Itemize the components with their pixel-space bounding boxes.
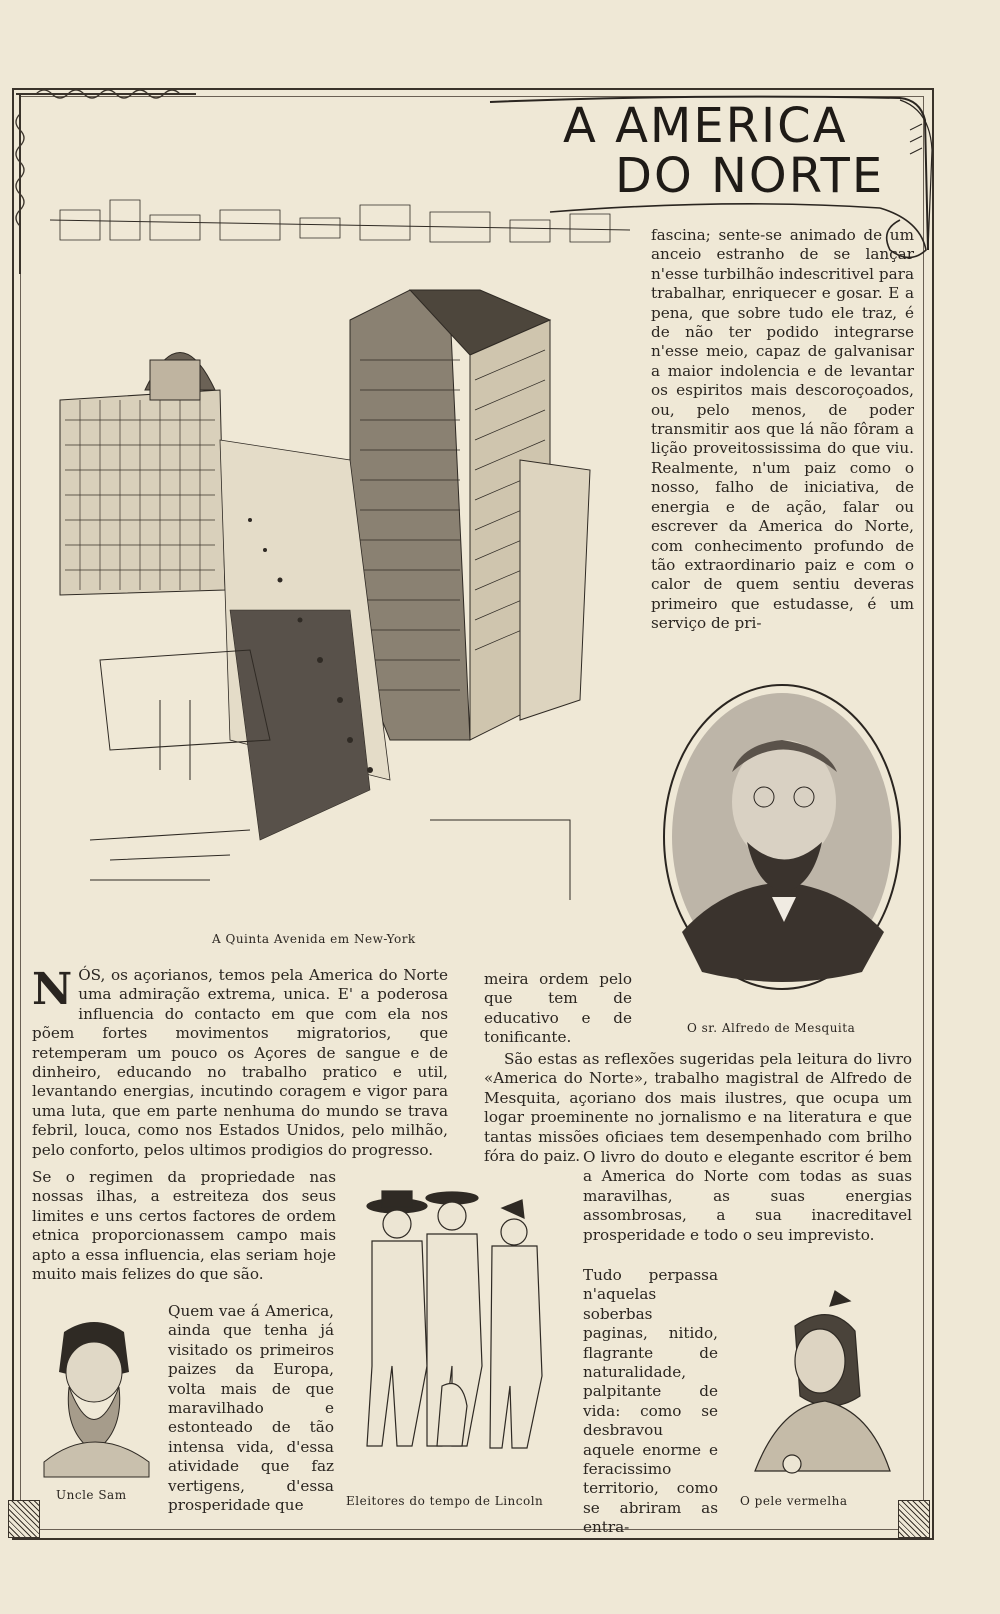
paragraph: ÓS, os açorianos, temos pela America do Norte uma admiração extrema, unica. E' a poderosa influencia do contacto em que com ela nos põem fortes movimentos migratorios, que retemperam um pouco os Açores de sangue e de dinheiro, educando no trabalho pratico e util, levantando energias, incutindo coragem e vigor para uma luta, que em parte nenhuma do mundo se trava febril, louca, como nos Estados Unidos, pelo milhão, pelo conforto, pelos ultimos prodigios do progresso. [32,966,448,1159]
paragraph: Tudo perpassa n'aquelas soberbas paginas, nitido, flagrante de naturalidade, palpitante de vida: como se desbravou aquele enorme e feracissimo territorio, como se abriram as entra- [583,1266,718,1537]
portrait-photo [662,682,902,992]
uncle-sam-caption: Uncle Sam [56,1488,127,1502]
portrait-caption: O sr. Alfredo de Mesquita [687,1021,856,1035]
text-column-left-narrow [168,1302,334,1515]
title-line-2: DO NORTE [615,148,885,204]
text-column-mid-short [484,970,632,1048]
paragraph: meira ordem pelo que tem de educativo e de tonificante. [484,970,632,1047]
corner-ornament [8,1500,40,1538]
text-column-right-top [651,226,914,634]
paragraph: fascina; sente-se animado de um anceio estranho de se lançar n'esse turbilhão indescritivel para trabalhar, enriquecer e gosar. E a pena, que sobre tudo ele traz, é de não ter podido integrarse n'esse meio, capaz de galvanisar a maior indolencia e de levantar os espiritos mais descoroçoados, ou, pelo menos, de poder transmitir aos que lá não fôram a lição proveitossissima do que viu. Realmente, n'um paiz como o nosso, falho de iniciativa, de energia e de ação, falar ou escrever da America do Norte, com conhecimento profundo de tão extraordinario paiz e com o calor de quem sentiu deveras primeiro que estudasse, é um serviço de pri- [651,226,914,633]
title-line-1: A AMERICA [563,98,848,154]
native-illustration [740,1286,900,1486]
text-column-mid-right [583,1148,912,1245]
voters-illustration [352,1186,562,1476]
text-column-left-mid [32,1168,336,1284]
native-caption: O pele vermelha [740,1494,848,1508]
paragraph: O livro do douto e elegante escritor é bem a America do Norte com todas as suas maravilhas, as suas energias assombrosas, a sua inacreditavel prosperidade e todo o seu imprevisto. [583,1148,912,1244]
text-column-left-top [32,966,448,1160]
street-caption: A Quinta Avenida em New-York [212,932,416,946]
voters-caption: Eleitores do tempo de Lincoln [346,1494,544,1508]
uncle-sam-illustration [34,1312,154,1482]
drop-cap: N [32,964,73,1015]
text-column-mid-narrow [583,1266,718,1538]
paragraph: Quem vae á America, ainda que tenha já visitado os primeiros paizes da Europa, volta mais de que maravilhado e estonteado de tão intensa vida, d'essa atividade que faz vertigens, d'essa prosperidade que [168,1302,334,1515]
paragraph: São estas as reflexões sugeridas pela leitura do livro «America do Norte», trabalho magistral de Alfredo de Mesquita, açoriano dos mais ilustres, que ocupa um logar proeminente no jornalismo e na literatura e que tantas missões oficiaes tem desempenhado com brilho fóra do paiz. [484,1050,912,1166]
street-illustration [50,140,630,930]
paragraph: Se o regimen da propriedade nas nossas ilhas, a estreiteza dos seus limites e uns certos factores de ordem etnica proporcionassem campo mais apto a essa influencia, elas seriam hoje muito mais felizes do que são. [32,1168,336,1284]
corner-ornament [898,1500,930,1538]
